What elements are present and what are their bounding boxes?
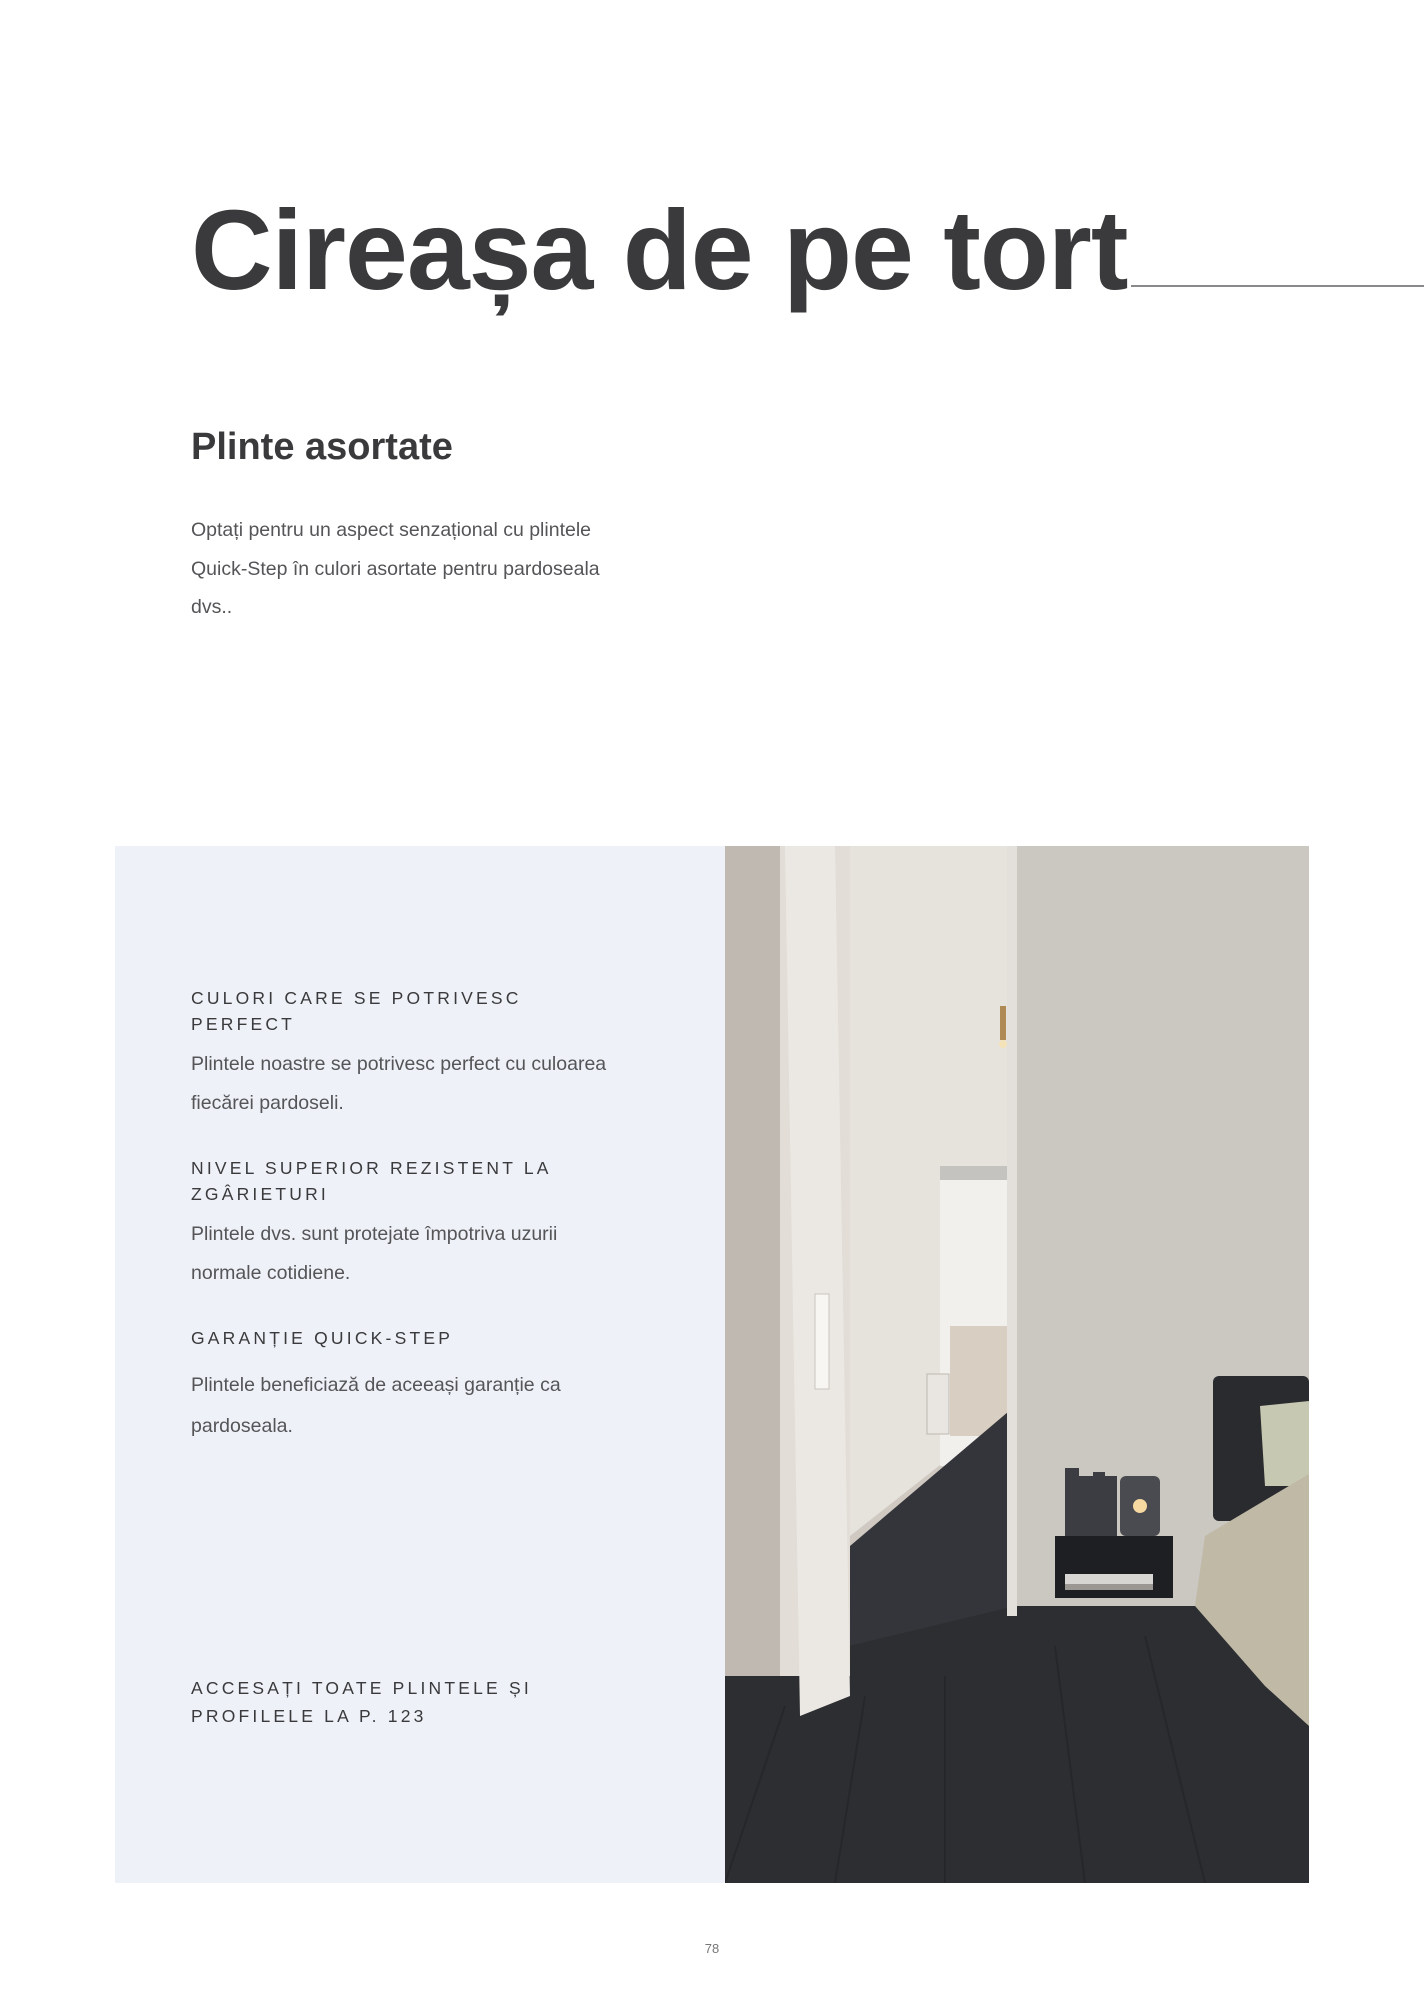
catalog-reference: ACCESAȚI TOATE PLINTELE ȘI PROFILELE LA P. 123: [191, 1678, 532, 1726]
door-panel-shadow: [725, 846, 780, 1676]
feature-text: Plintele noastre se potrivesc perfect cu culoarea fiecărei pardoseli.: [191, 1053, 607, 1114]
photo-illustration: [725, 846, 1309, 1883]
corridor-vent: [940, 1166, 1010, 1180]
page-title: Cireașa de pe tort: [191, 187, 1128, 313]
feature-item: [191, 1325, 611, 1447]
books-icon: [1065, 1574, 1153, 1584]
decor-object-top-2: [1093, 1472, 1105, 1482]
decor-object-icon: [1065, 1476, 1117, 1536]
decor-object-top: [1065, 1468, 1079, 1480]
intro-paragraph: Optați pentru un aspect senzațional cu plintele Quick-Step în culori asortate pentru pardoseala dvs..: [191, 519, 600, 618]
feature-item: [191, 1155, 611, 1292]
page-number: 78: [704, 1941, 720, 1956]
radiator-icon: [927, 1374, 949, 1434]
books-spine: [1065, 1584, 1153, 1590]
bedroom-interior-photo: [725, 846, 1309, 1883]
feature-text: Plintele beneficiază de aceeași garanție ca pardoseala.: [191, 1374, 561, 1437]
title-divider: [1131, 285, 1424, 287]
section-title: Plinte asortate: [191, 426, 453, 468]
feature-heading: CULORI CARE SE POTRIVESC PERFECT: [191, 988, 522, 1034]
feature-heading: NIVEL SUPERIOR REZISTENT LA ZGÂRIETURI: [191, 1158, 551, 1204]
feature-heading: GARANȚIE QUICK-STEP: [191, 1328, 454, 1348]
door-handle-icon: [815, 1294, 829, 1389]
feature-text: Plintele dvs. sunt protejate împotriva uzurii normale cotidiene.: [191, 1223, 558, 1284]
light-glow: [999, 1040, 1007, 1048]
lamp-glow: [1133, 1499, 1147, 1513]
feature-item: [191, 985, 611, 1122]
pillow: [1260, 1401, 1309, 1486]
door-frame: [1007, 846, 1017, 1616]
ceiling-light-icon: [1000, 1006, 1006, 1040]
